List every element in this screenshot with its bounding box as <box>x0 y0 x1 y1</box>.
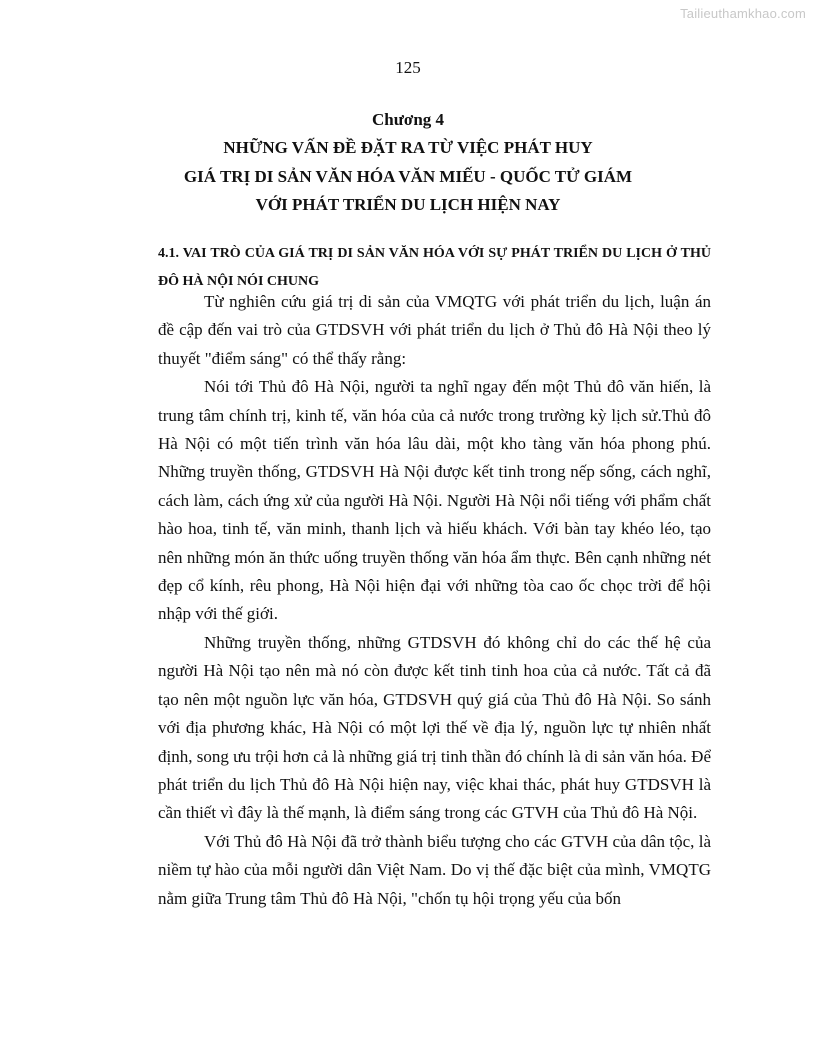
paragraph-2: Nói tới Thủ đô Hà Nội, người ta nghĩ ngay đến một Thủ đô văn hiến, là trung tâm chính trị, kinh tế, văn hóa của cả nước trong trường kỳ lịch sử.Thủ đô Hà Nội có một tiến trình văn hóa lâu dài, một kho tàng văn hóa phong phú. Những truyền thống, GTDSVH Hà Nội được kết tinh trong nếp sống, cách nghĩ, cách làm, cách ứng xử của người Hà Nội. Người Hà Nội nổi tiếng với phẩm chất hào hoa, tinh tế, văn minh, thanh lịch và hiếu khách. Với bàn tay khéo léo, tạo nên những món ăn thức uống truyền thống văn hóa ẩm thực. Bên cạnh những nét đẹp cổ kính, rêu phong, Hà Nội hiện đại với những tòa cao ốc chọc trời để hội nhập với thế giới. <box>158 377 711 624</box>
chapter-title-line-1: NHỮNG VẤN ĐỀ ĐẶT RA TỪ VIỆC PHÁT HUY <box>223 138 593 157</box>
watermark: Tailieuthamkhao.com <box>680 6 806 21</box>
body-text <box>158 288 711 913</box>
page-number: 125 <box>395 58 421 77</box>
paragraph-1: Từ nghiên cứu giá trị di sản của VMQTG với phát triển du lịch, luận án đề cập đến vai trò của GTDSVH với phát triển du lịch ở Thủ đô Hà Nội theo lý thuyết "điểm sáng" có thể thấy rằng: <box>158 292 711 368</box>
chapter-header <box>0 106 816 220</box>
chapter-title-line-3: VỚI PHÁT TRIỂN DU LỊCH HIỆN NAY <box>255 195 561 214</box>
paragraph-4: Với Thủ đô Hà Nội đã trở thành biểu tượng cho các GTVH của dân tộc, là niềm tự hào của mỗi người dân Việt Nam. Do vị thế đặc biệt của mình, VMQTG nằm giữa Trung tâm Thủ đô Hà Nội, "chốn tụ hội trọng yếu của bốn <box>158 831 711 908</box>
chapter-label: Chương 4 <box>371 110 445 129</box>
paragraph-3: Những truyền thống, những GTDSVH đó không chỉ do các thế hệ của người Hà Nội tạo nên mà nó còn được kết tinh tinh hoa của cả nước. Tất cả đã tạo nên một nguồn lực văn hóa, GTDSVH quý giá của Thủ đô Hà Nội. So sánh với địa phương khác, Hà Nội có một lợi thế về địa lý, nguồn lực tự nhiên nhất định, song ưu trội hơn cả là những giá trị tinh thần đó chính là di sản văn hóa. Để phát triển du lịch Thủ đô Hà Nội hiện nay, việc khai thác, phát huy GTDSVH là cần thiết vì đây là thế mạnh, là điểm sáng trong các GTVH của Thủ đô Hà Nội. <box>158 632 711 823</box>
section-heading: 4.1. VAI TRÒ CỦA GIÁ TRỊ DI SẢN VĂN HÓA VỚI SỰ PHÁT TRIỂN DU LỊCH Ở THỦ ĐÔ HÀ NỘI NÓI CHUNG <box>158 246 711 289</box>
chapter-title-line-2: GIÁ TRỊ DI SẢN VĂN HÓA VĂN MIẾU - QUỐC TỬ GIÁM <box>183 166 633 186</box>
